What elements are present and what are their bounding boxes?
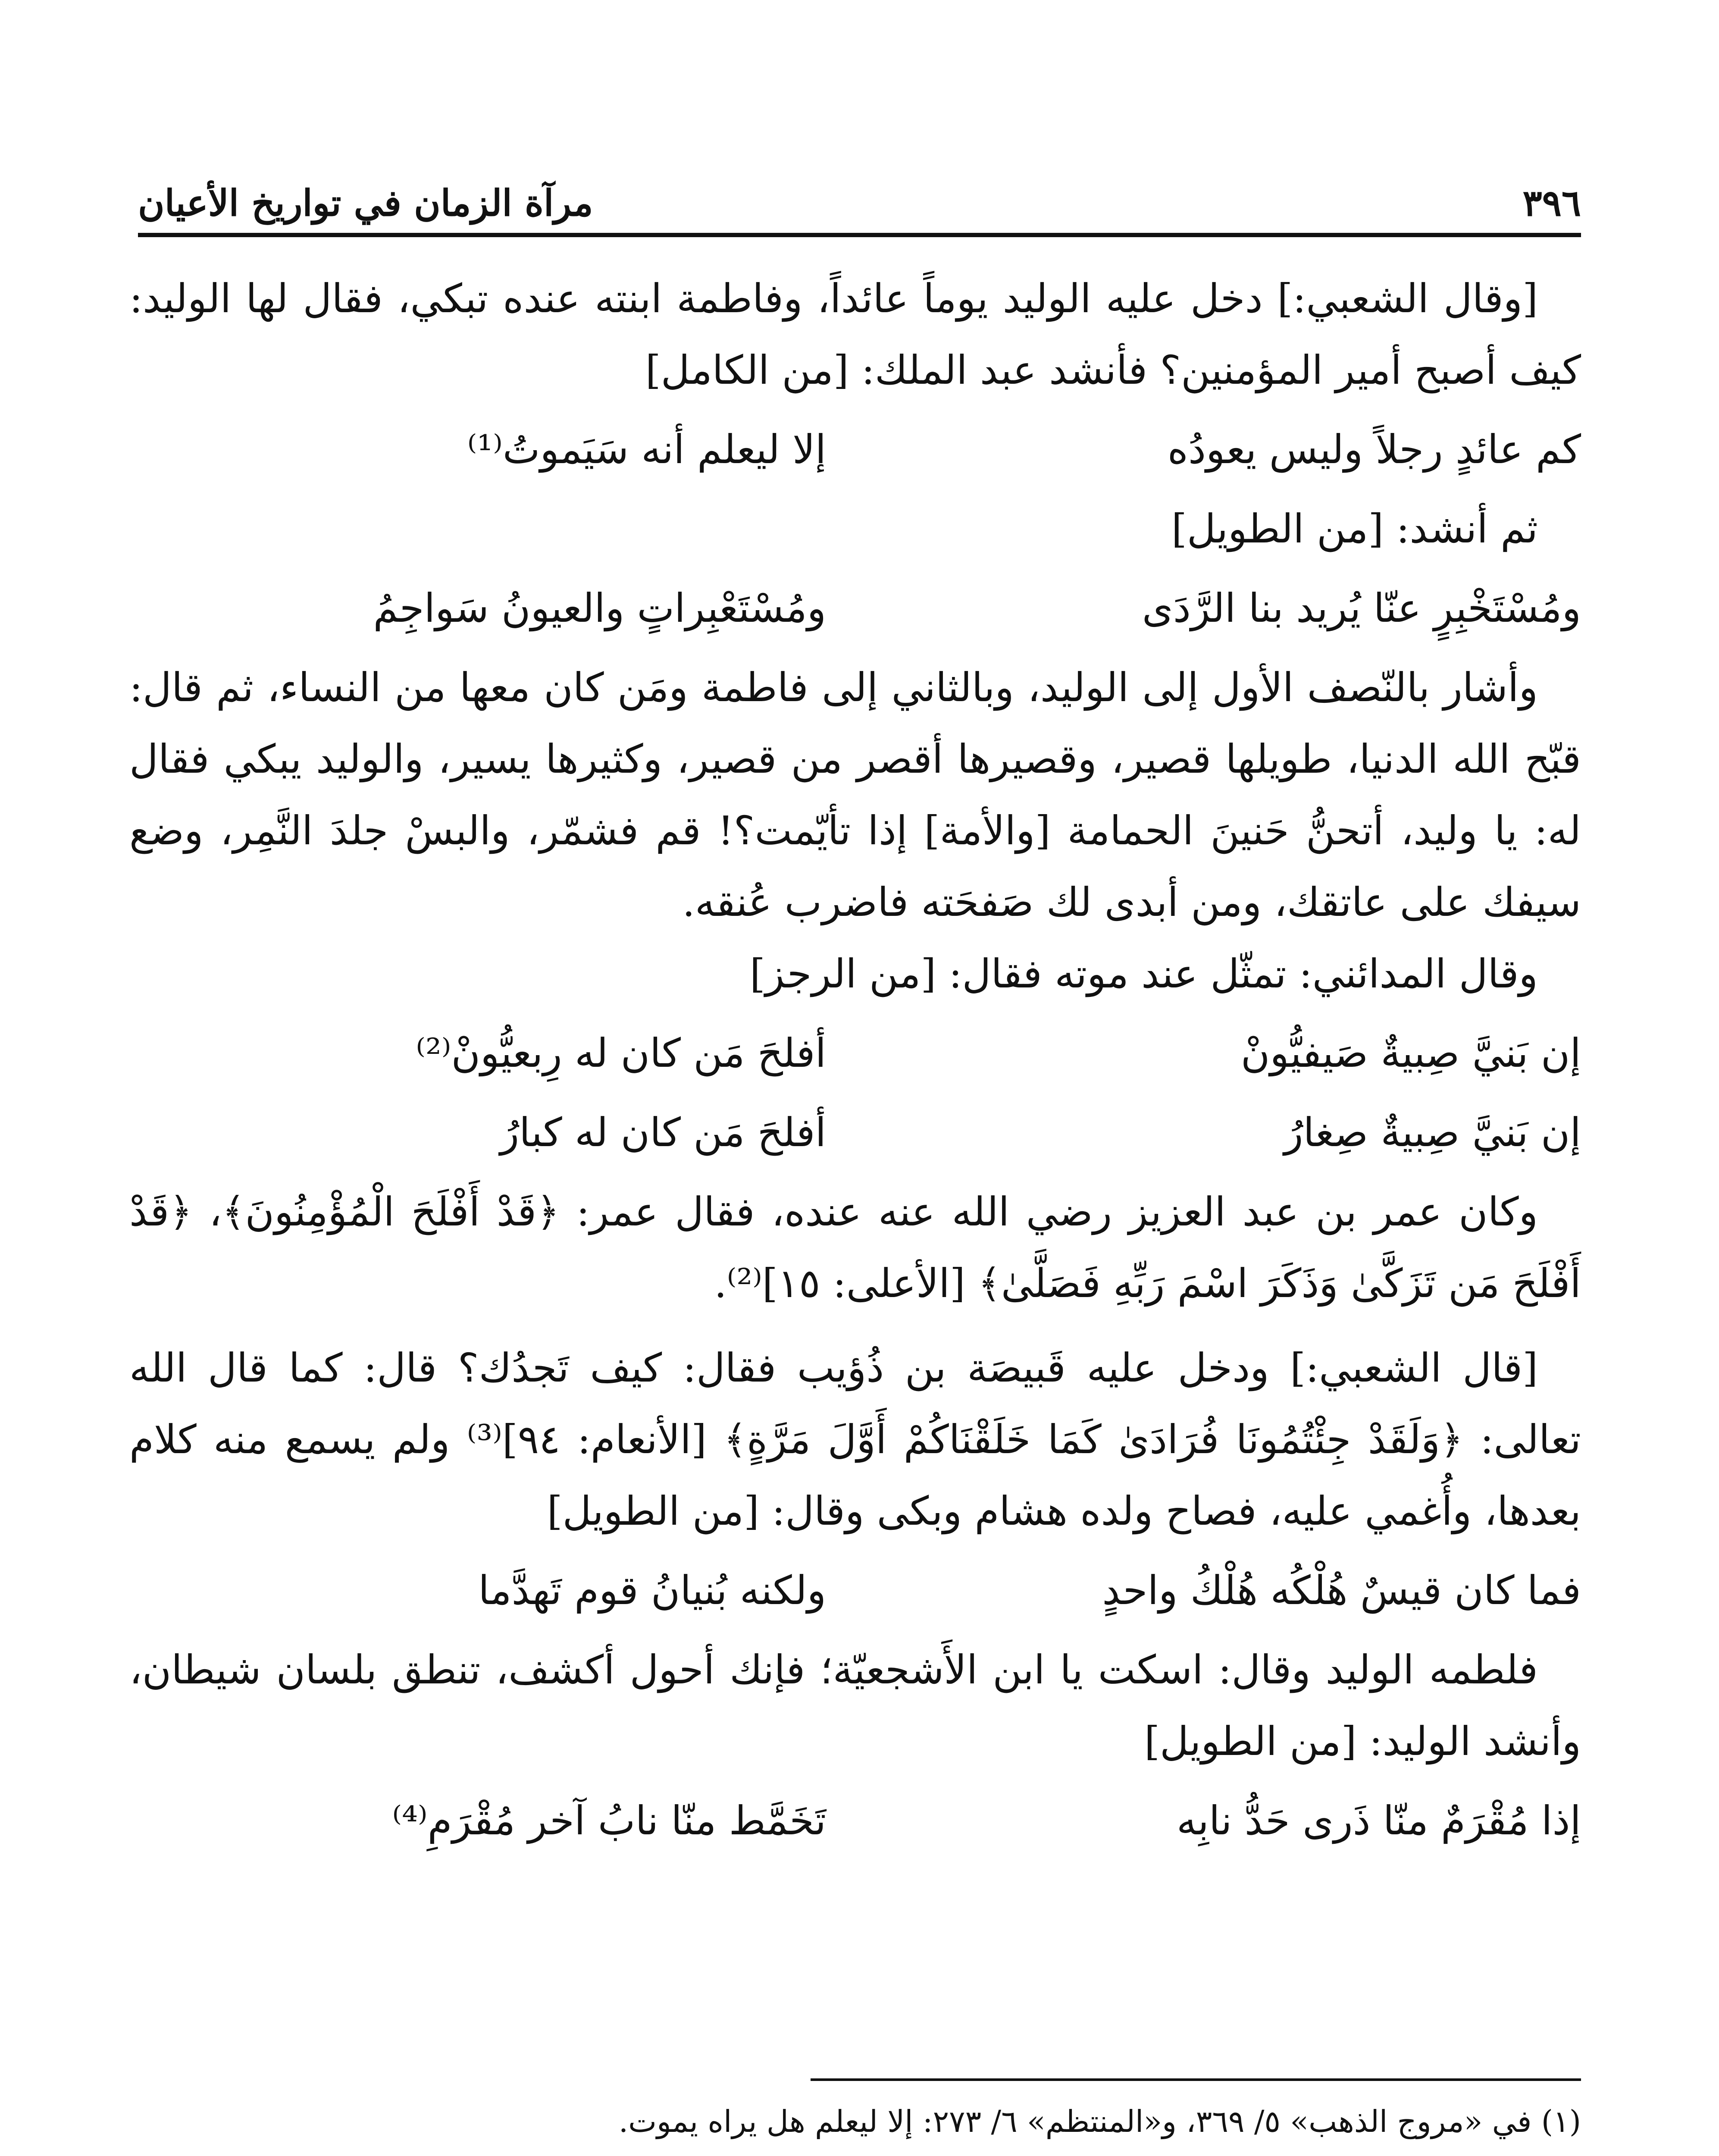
verse-second-hemistich: ولكنه بُنيانُ قوم تَهدَّما — [478, 1567, 827, 1614]
page-header — [138, 138, 1581, 224]
verse-line — [129, 1018, 1581, 1089]
verse-line — [129, 414, 1581, 486]
paragraph: ثم أنشد: [من الطويل] — [1171, 506, 1538, 552]
verse-second-hemistich: أفلحَ مَن كان له رِبعيُّونْ⁽²⁾ — [416, 1030, 827, 1076]
verse-line — [129, 573, 1581, 644]
verse-second-hemistich: إلا ليعلم أنه سَيَموتُ⁽¹⁾ — [467, 426, 827, 473]
verse-first-hemistich: كم عائدٍ رجلاً وليس يعودُه — [1167, 426, 1581, 473]
running-title: مرآة الزمان في تواريخ الأعيان — [138, 182, 593, 224]
verse-line — [129, 1097, 1581, 1169]
page-number: ٣٩٦ — [1522, 182, 1581, 224]
paragraph: فلطمه الوليد وقال: اسكت يا ابن الأَشجعيّة؛ فإنك أحول أكشف، تنطق بلسان شيطان، وأنشد الوليد: [من الطويل] — [129, 1647, 1581, 1764]
verse-first-hemistich: إن بَنيَّ صِبيةٌ صِغارُ — [1284, 1109, 1581, 1156]
footnote-2 — [138, 2150, 1581, 2156]
verse-second-hemistich: ومُسْتَعْبِراتٍ والعيونُ سَواجِمُ — [373, 585, 827, 631]
verse-line — [129, 1555, 1581, 1626]
footnotes — [138, 2096, 1581, 2156]
verse-second-hemistich: أفلحَ مَن كان له كبارُ — [500, 1109, 827, 1156]
verse-first-hemistich: ومُسْتَخْبِرٍ عنّا يُريد بنا الرَّدَى — [1142, 585, 1581, 631]
footnote-1: (١) في «مروج الذهب» ٥/ ٣٦٩، و«المنتظم» ٦/ ٢٧٣: إلا ليعلم هل يراه يموت. — [618, 2104, 1581, 2139]
verse-first-hemistich: فما كان قيسٌ هُلْكُه هُلْكُ واحدٍ — [1102, 1567, 1581, 1614]
main-text — [129, 263, 1581, 1865]
paragraph: وأشار بالنّصف الأول إلى الوليد، وبالثاني إلى فاطمة ومَن كان معها من النساء، ثم قال: قبّح الله الدنيا، طويلها قصير، وقصيرها أقصر من قصير، وكثيرها يسير، والوليد يبكي فقال له: يا وليد، أتحنُّ حَنينَ الحمامة [والأمة] إذا تأيّمت؟! قم فشمّر، والبسْ جلدَ النَّمِر، وضع سيفك على عاتقك، ومن أبدى لك صَفحَته فاضرب عُنقه. — [129, 664, 1581, 925]
paragraph: وقال المدائني: تمثّل عند موته فقال: [من الرجز] — [749, 951, 1538, 997]
verse-first-hemistich: إذا مُقْرَمٌ منّا ذَرى حَدُّ نابِه — [1176, 1798, 1581, 1844]
verse-line — [129, 1785, 1581, 1857]
paragraph: وكان عمر بن عبد العزيز رضي الله عنه عنده، فقال عمر: ﴿قَدْ أَفْلَحَ الْمُؤْمِنُونَ﴾، ﴿قَدْ أَفْلَحَ مَن تَزَكَّىٰ وَذَكَرَ اسْمَ رَبِّهِ فَصَلَّىٰ﴾ [الأعلى: ١٥]⁽²⁾. — [129, 1189, 1581, 1307]
verse-second-hemistich: تَخَمَّط منّا نابُ آخر مُقْرَمِ⁽⁴⁾ — [392, 1798, 827, 1844]
footnote-rule — [811, 2078, 1581, 2081]
paragraph: [قال الشعبي:] ودخل عليه قَبيصَة بن ذُؤيب فقال: كيف تَجدُك؟ قال: كما قال الله تعالى: ﴿وَلَقَدْ جِئْتُمُونَا فُرَادَىٰ كَمَا خَلَقْنَاكُمْ أَوَّلَ مَرَّةٍ﴾ [الأنعام: ٩٤]⁽³⁾ ولم يسمع منه كلام بعدها، وأُغمي عليه، فصاح ولده هشام وبكى وقال: [من الطويل] — [129, 1345, 1581, 1534]
verse-first-hemistich: إن بَنيَّ صِبيةٌ صَيفيُّونْ — [1240, 1030, 1581, 1076]
paragraph: [وقال الشعبي:] دخل عليه الوليد يوماً عائداً، وفاطمة ابنته عنده تبكي، فقال لها الوليد: كيف أصبح أمير المؤمنين؟ فأنشد عبد الملك: [من الكامل] — [129, 276, 1581, 393]
header-rule — [138, 233, 1581, 237]
spacer — [129, 1319, 1581, 1332]
